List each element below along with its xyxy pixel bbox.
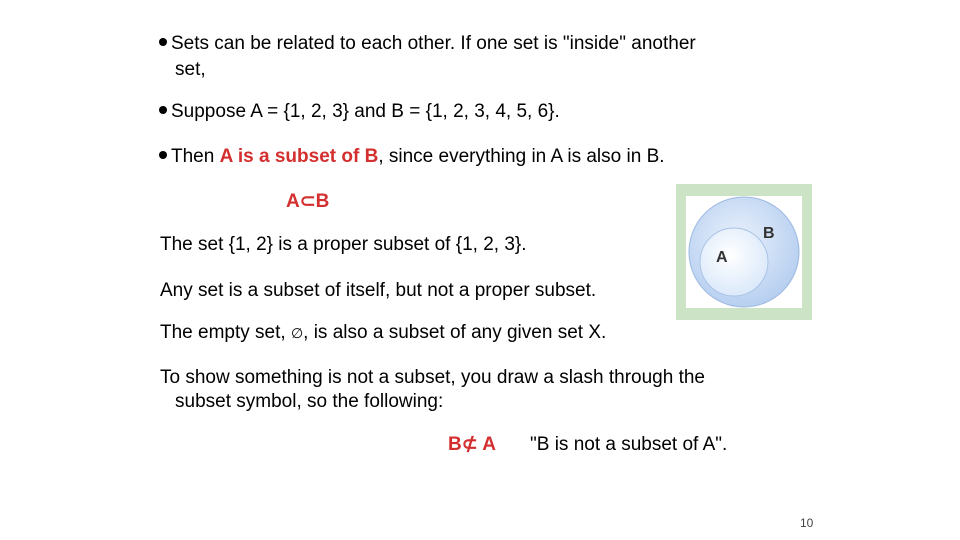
empty-set-prefix: The empty set, [160,322,291,343]
bullet-text-suffix: , since everything in A is also in B. [378,146,665,167]
bullet-text: Suppose A = {1, 2, 3} and B = {1, 2, 3, 4, 5, 6}. [171,101,560,122]
empty-set-symbol: ∅ [290,325,304,341]
empty-set-line [160,321,606,345]
bullet-text-prefix: Then [171,146,220,167]
venn-diagram [676,184,812,320]
bullet-then [159,145,665,169]
bullet-dot [159,106,167,114]
not-subset-notation: B⊄ A [448,434,496,455]
set-a-circle [700,228,768,296]
not-subset-line: To show something is not a subset, you draw a slash through the [160,367,705,388]
empty-set-suffix: , is also a subset of any given set X. [303,322,607,343]
bullet-dot [159,38,167,46]
page-number: 10 [800,516,814,530]
subset-itself-line: Any set is a subset of itself, but not a proper subset. [160,280,597,301]
not-subset-line-cont: subset symbol, so the following: [175,391,444,412]
not-subset-caption: "B is not a subset of A". [530,434,728,455]
bullet-dot [159,151,167,159]
set-a-label: A [716,249,728,266]
set-b-label: B [763,225,775,242]
bullet-sets-related-cont: set, [175,59,206,80]
subset-highlight: A is a subset of B [219,146,379,167]
proper-subset-line: The set {1, 2} is a proper subset of {1, 2, 3}. [160,234,527,255]
subset-notation: A⊂B [286,191,330,212]
bullet-suppose [159,100,560,124]
bullet-text: Sets can be related to each other. If one set is "inside" another [171,33,696,54]
venn-svg [676,184,812,320]
bullet-sets-related [159,32,696,56]
